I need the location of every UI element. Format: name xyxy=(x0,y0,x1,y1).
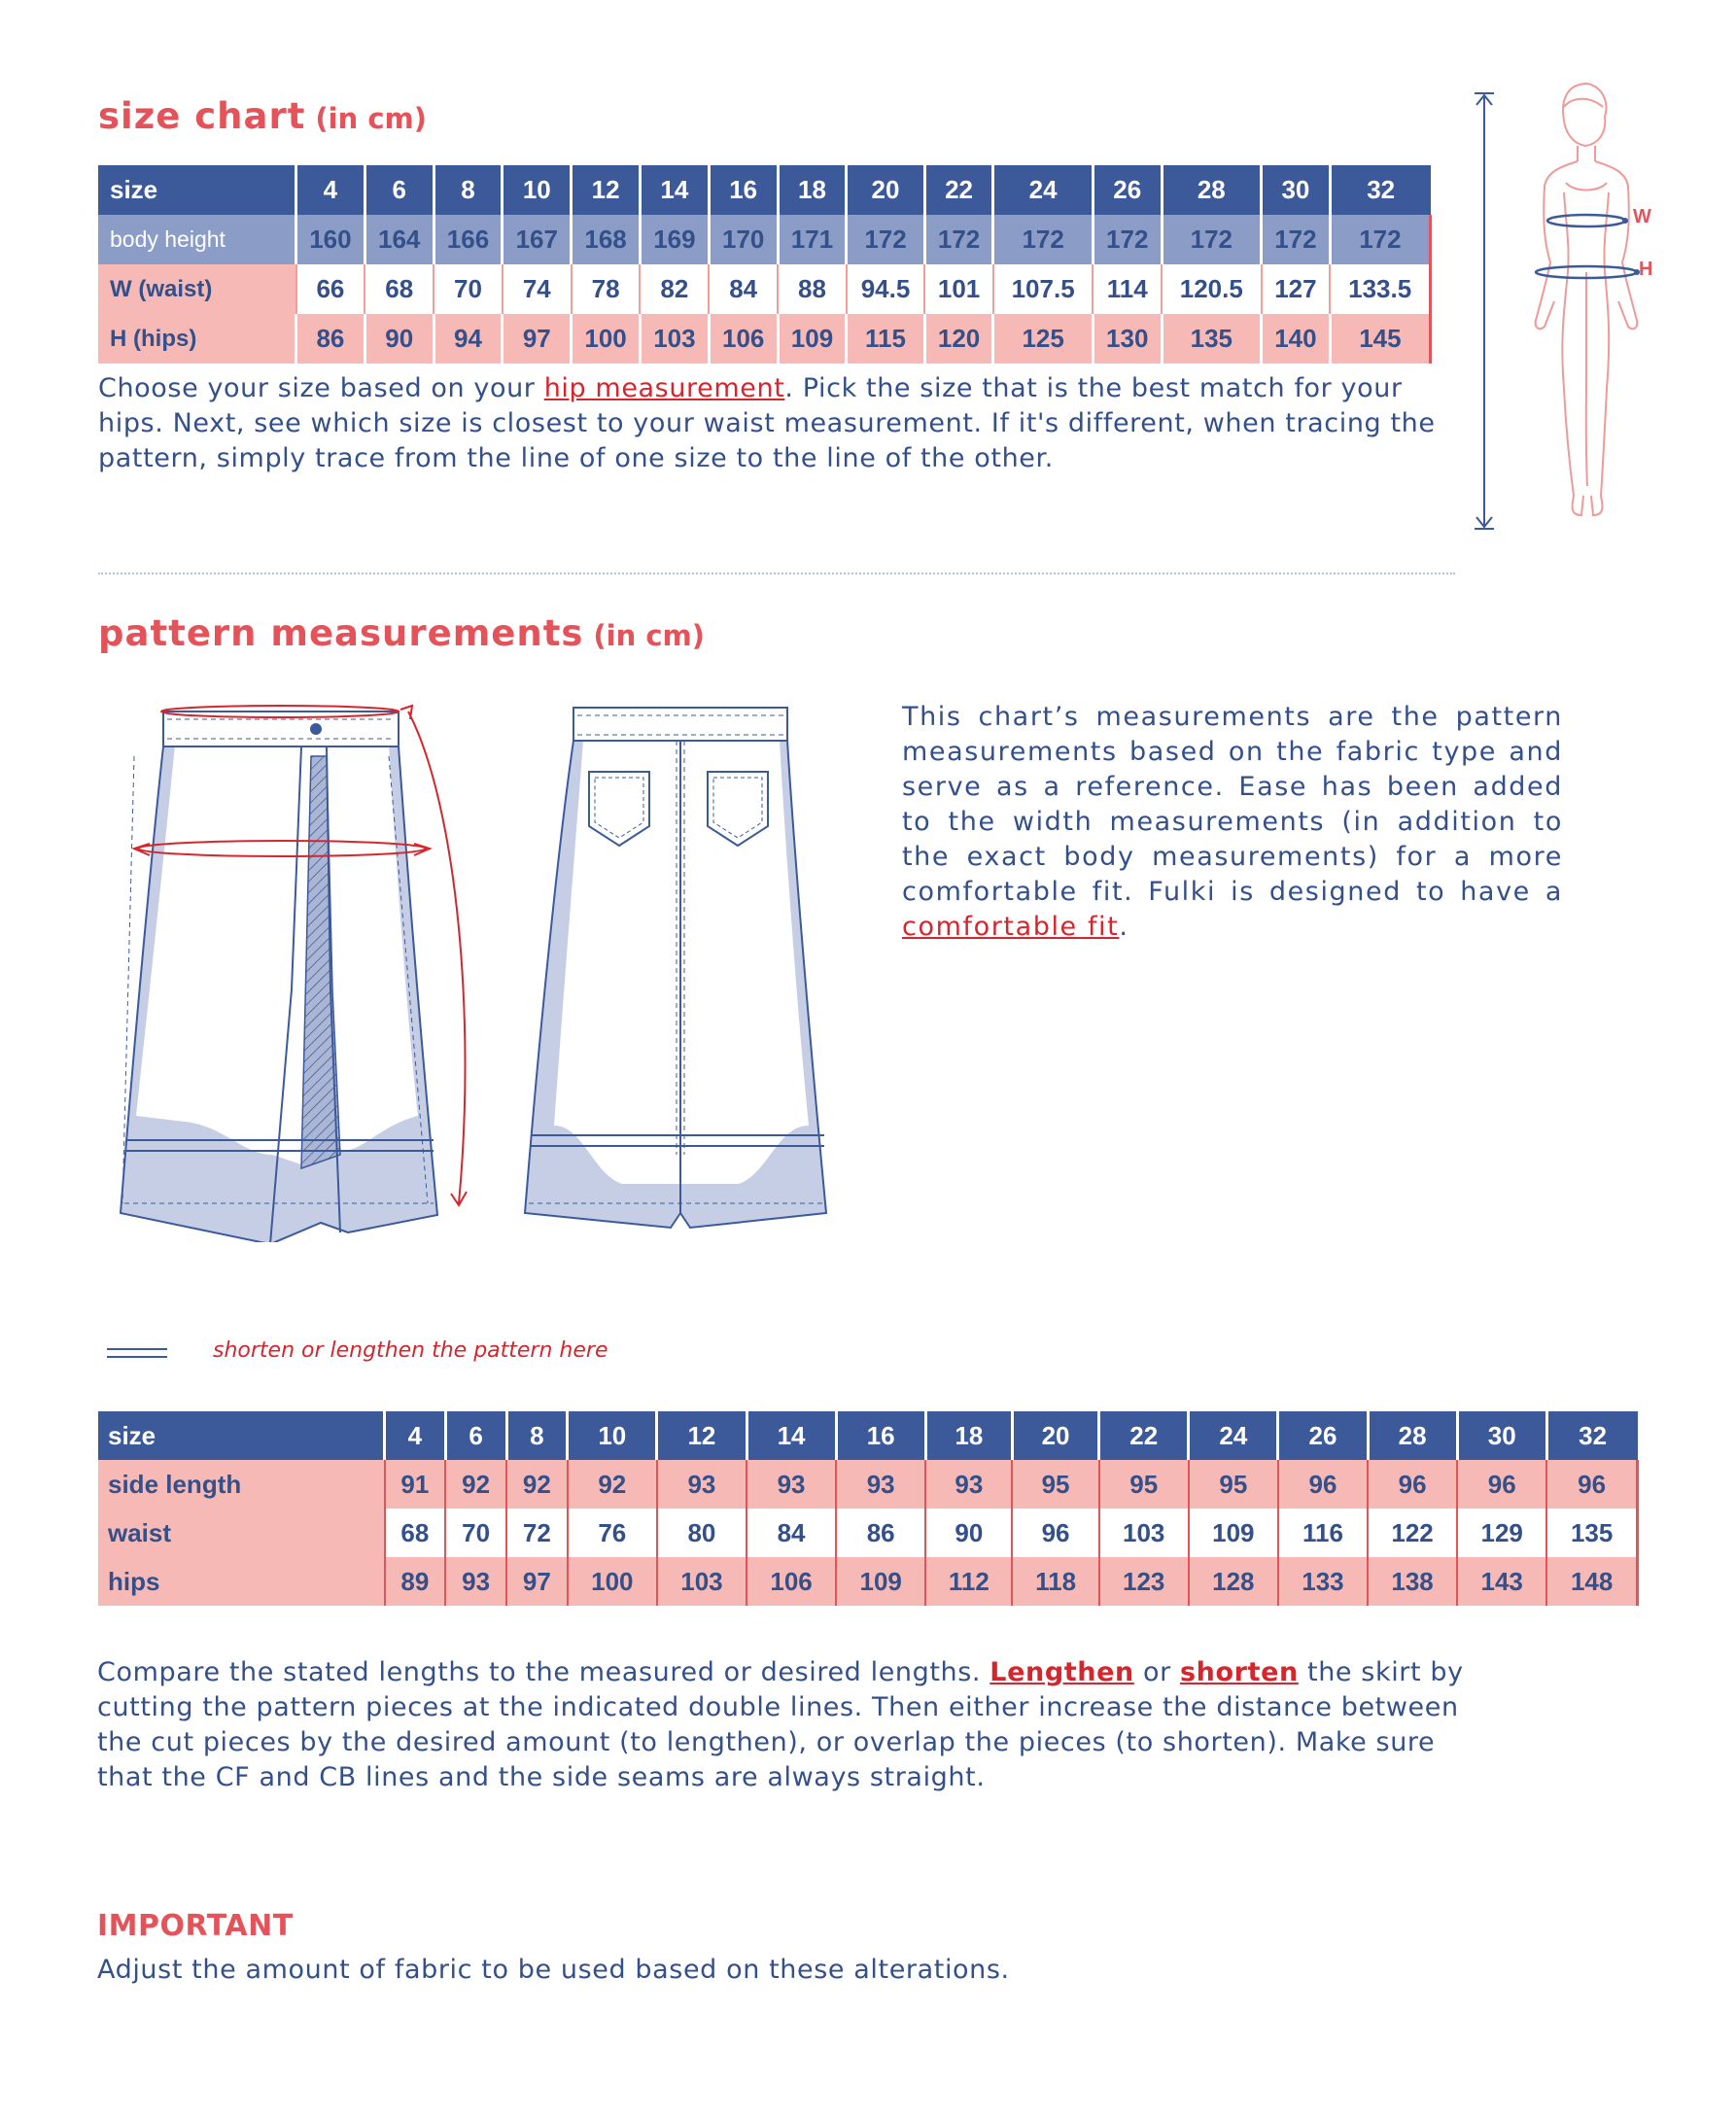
skirt-front-illustration xyxy=(107,698,486,1242)
table-cell: 133 xyxy=(1278,1557,1368,1606)
alteration-instructions xyxy=(97,1655,1477,1795)
waist-marker xyxy=(1622,218,1628,224)
comfortable-fit-link[interactable]: comfortable fit xyxy=(902,912,1120,942)
table-cell: 100 xyxy=(568,1557,657,1606)
instructions-text: Choose your size based on your xyxy=(98,373,544,403)
table-cell: 140 xyxy=(1262,314,1331,364)
table-cell: 93 xyxy=(746,1460,836,1509)
side-length-row xyxy=(98,1460,1638,1509)
table-cell: 72 xyxy=(506,1509,568,1557)
table-cell: 120 xyxy=(924,314,993,364)
pattern-size: 28 xyxy=(1368,1411,1457,1460)
table-cell: 172 xyxy=(1162,215,1261,264)
woman-figure-outline xyxy=(1536,84,1638,515)
table-cell: 84 xyxy=(709,264,778,314)
measure-lines xyxy=(1536,215,1637,278)
table-cell: 135 xyxy=(1162,314,1261,364)
table-cell: 101 xyxy=(924,264,993,314)
table-cell: 143 xyxy=(1457,1557,1546,1606)
hip-label: H xyxy=(1639,259,1653,280)
table-cell: 70 xyxy=(445,1509,506,1557)
table-cell: 66 xyxy=(296,264,365,314)
table-cell: 109 xyxy=(836,1557,925,1606)
table-cell: 148 xyxy=(1546,1557,1637,1606)
size-chart-size: 4 xyxy=(296,165,365,215)
pattern-size: 32 xyxy=(1546,1411,1637,1460)
pattern-size: 22 xyxy=(1099,1411,1189,1460)
body-figure-illustration xyxy=(1463,78,1657,544)
table-cell: 94 xyxy=(434,314,503,364)
size-chart-size: 26 xyxy=(1093,165,1162,215)
table-cell: 172 xyxy=(1262,215,1331,264)
table-cell: 103 xyxy=(640,314,709,364)
pattern-hips-row xyxy=(98,1557,1638,1606)
important-heading: IMPORTANT xyxy=(97,1909,294,1943)
table-cell: 92 xyxy=(568,1460,657,1509)
table-cell: 164 xyxy=(365,215,434,264)
size-chart-unit: (in cm) xyxy=(315,102,428,135)
table-cell: 86 xyxy=(296,314,365,364)
table-cell: 114 xyxy=(1093,264,1162,314)
table-cell: 103 xyxy=(657,1557,746,1606)
table-cell: 96 xyxy=(1546,1460,1637,1509)
pattern-size: 6 xyxy=(445,1411,506,1460)
table-cell: 112 xyxy=(925,1557,1012,1606)
table-cell: 86 xyxy=(836,1509,925,1557)
table-cell: 88 xyxy=(778,264,847,314)
waist-label: W xyxy=(1633,206,1651,227)
double-line-icon xyxy=(107,1348,167,1358)
table-cell: 78 xyxy=(572,264,641,314)
size-chart-size: 8 xyxy=(434,165,503,215)
table-cell: 74 xyxy=(503,264,572,314)
size-chart-table xyxy=(98,165,1432,364)
table-cell: 116 xyxy=(1278,1509,1368,1557)
pattern-size: 16 xyxy=(836,1411,925,1460)
description-text: . xyxy=(1119,912,1129,942)
pattern-measurements-unit: (in cm) xyxy=(593,619,706,652)
table-cell: 109 xyxy=(1189,1509,1278,1557)
table-cell: 93 xyxy=(925,1460,1012,1509)
table-cell: 93 xyxy=(657,1460,746,1509)
table-cell: 130 xyxy=(1093,314,1162,364)
table-cell: 118 xyxy=(1012,1557,1098,1606)
table-cell: 172 xyxy=(1093,215,1162,264)
table-cell: 145 xyxy=(1330,314,1430,364)
table-cell: 97 xyxy=(503,314,572,364)
table-cell: 172 xyxy=(924,215,993,264)
table-cell: 82 xyxy=(640,264,709,314)
table-cell: 96 xyxy=(1278,1460,1368,1509)
pattern-measurements-description xyxy=(902,700,1563,945)
shorten-lengthen-legend: shorten or lengthen the pattern here xyxy=(213,1338,608,1363)
row-label: body height xyxy=(98,215,296,264)
row-label: H (hips) xyxy=(98,314,296,364)
table-cell: 129 xyxy=(1457,1509,1546,1557)
table-cell: 95 xyxy=(1189,1460,1278,1509)
table-cell: 92 xyxy=(506,1460,568,1509)
table-cell: 100 xyxy=(572,314,641,364)
section-divider xyxy=(98,573,1455,574)
pattern-measurements-table xyxy=(98,1411,1639,1606)
table-cell: 172 xyxy=(993,215,1093,264)
pattern-size: 10 xyxy=(568,1411,657,1460)
size-chart-header-row xyxy=(98,165,1431,215)
table-cell: 68 xyxy=(385,1509,446,1557)
size-chart-title: size chart xyxy=(98,95,306,137)
important-text: Adjust the amount of fabric to be used based on these alterations. xyxy=(97,1955,1010,1985)
pattern-measurements-heading xyxy=(98,612,705,654)
table-cell: 93 xyxy=(445,1557,506,1606)
table-cell: 128 xyxy=(1189,1557,1278,1606)
row-label: side length xyxy=(98,1460,385,1509)
size-chart-size: 30 xyxy=(1262,165,1331,215)
table-cell: 122 xyxy=(1368,1509,1457,1557)
size-chart-size: 12 xyxy=(572,165,641,215)
table-cell: 80 xyxy=(657,1509,746,1557)
table-cell: 133.5 xyxy=(1330,264,1430,314)
alteration-text: Compare the stated lengths to the measured or desired lengths. xyxy=(97,1657,990,1687)
alteration-text: the skirt by cutting the pattern pieces at the indicated double lines. Then either increase the distance between the cut pieces by the desired amount (to lengthen), or overlap the pieces (to shorten). Make sure that the CF and CB lines and the side seams are always straight. xyxy=(97,1657,1464,1792)
table-cell: 167 xyxy=(503,215,572,264)
table-cell: 68 xyxy=(365,264,434,314)
pattern-size: 30 xyxy=(1457,1411,1546,1460)
size-chart-size: 32 xyxy=(1330,165,1430,215)
table-cell: 93 xyxy=(836,1460,925,1509)
table-cell: 123 xyxy=(1099,1557,1189,1606)
table-cell: 172 xyxy=(1330,215,1430,264)
table-cell: 90 xyxy=(925,1509,1012,1557)
pattern-measurements-title: pattern measurements xyxy=(98,612,584,654)
pattern-waist-row xyxy=(98,1509,1638,1557)
size-chart-size: 6 xyxy=(365,165,434,215)
instructions-text: . Pick the size that is the best match for your hips. Next, see which size is closest to your waist measurement. If it's different, when tracing the pattern, simply trace from the line of one size to the line of the other. xyxy=(98,373,1436,473)
size-chart-size: 18 xyxy=(778,165,847,215)
waist-row xyxy=(98,264,1431,314)
table-cell: 135 xyxy=(1546,1509,1637,1557)
table-cell: 95 xyxy=(1012,1460,1098,1509)
table-cell: 97 xyxy=(506,1557,568,1606)
pattern-size: 18 xyxy=(925,1411,1012,1460)
lengthen-link[interactable]: Lengthen xyxy=(990,1657,1134,1687)
size-chart-heading xyxy=(98,95,427,137)
body-height-row xyxy=(98,215,1431,264)
table-cell: 160 xyxy=(296,215,365,264)
table-cell: 166 xyxy=(434,215,503,264)
row-label: W (waist) xyxy=(98,264,296,314)
size-chart-size: 28 xyxy=(1162,165,1261,215)
table-cell: 127 xyxy=(1262,264,1331,314)
table-cell: 94.5 xyxy=(847,264,924,314)
table-cell: 138 xyxy=(1368,1557,1457,1606)
pattern-size: 26 xyxy=(1278,1411,1368,1460)
pattern-size: 20 xyxy=(1012,1411,1098,1460)
row-label: waist xyxy=(98,1509,385,1557)
table-cell: 96 xyxy=(1012,1509,1098,1557)
pattern-size: 24 xyxy=(1189,1411,1278,1460)
table-cell: 96 xyxy=(1457,1460,1546,1509)
pattern-size: 14 xyxy=(746,1411,836,1460)
table-cell: 84 xyxy=(746,1509,836,1557)
size-chart-size: 22 xyxy=(924,165,993,215)
table-cell: 109 xyxy=(778,314,847,364)
table-cell: 89 xyxy=(385,1557,446,1606)
table-cell: 92 xyxy=(445,1460,506,1509)
height-arrow xyxy=(1475,93,1494,529)
size-chart-size: 20 xyxy=(847,165,924,215)
size-chart-header-label: size xyxy=(98,165,296,215)
hip-measurement-link[interactable]: hip measurement xyxy=(543,373,785,403)
alteration-text: or xyxy=(1133,1657,1181,1687)
shorten-link[interactable]: shorten xyxy=(1180,1657,1299,1687)
pattern-size: 12 xyxy=(657,1411,746,1460)
table-cell: 171 xyxy=(778,215,847,264)
table-cell: 120.5 xyxy=(1162,264,1261,314)
table-cell: 169 xyxy=(640,215,709,264)
table-cell: 106 xyxy=(709,314,778,364)
pattern-header-row xyxy=(98,1411,1638,1460)
size-chart-size: 10 xyxy=(503,165,572,215)
size-chart-size: 16 xyxy=(709,165,778,215)
pattern-size: 4 xyxy=(385,1411,446,1460)
description-text: This chart’s measurements are the pattern measurements based on the fabric type and serve as a reference. Ease has been added to the width measurements (in addition to the exact body measurements) for a more comfortable fit. Fulki is designed to have a xyxy=(902,702,1563,907)
table-cell: 107.5 xyxy=(993,264,1093,314)
row-label: hips xyxy=(98,1557,385,1606)
table-cell: 168 xyxy=(572,215,641,264)
size-chart-size: 24 xyxy=(993,165,1093,215)
table-cell: 90 xyxy=(365,314,434,364)
table-cell: 115 xyxy=(847,314,924,364)
table-cell: 91 xyxy=(385,1460,446,1509)
size-chart-size: 14 xyxy=(640,165,709,215)
table-cell: 172 xyxy=(847,215,924,264)
table-cell: 103 xyxy=(1099,1509,1189,1557)
table-cell: 70 xyxy=(434,264,503,314)
table-cell: 76 xyxy=(568,1509,657,1557)
hips-row xyxy=(98,314,1431,364)
pattern-size: 8 xyxy=(506,1411,568,1460)
table-cell: 106 xyxy=(746,1557,836,1606)
table-cell: 170 xyxy=(709,215,778,264)
skirt-back-illustration xyxy=(505,698,855,1242)
table-cell: 96 xyxy=(1368,1460,1457,1509)
table-cell: 125 xyxy=(993,314,1093,364)
pattern-header-label: size xyxy=(98,1411,385,1460)
size-chart-instructions xyxy=(98,371,1440,476)
table-cell: 95 xyxy=(1099,1460,1189,1509)
